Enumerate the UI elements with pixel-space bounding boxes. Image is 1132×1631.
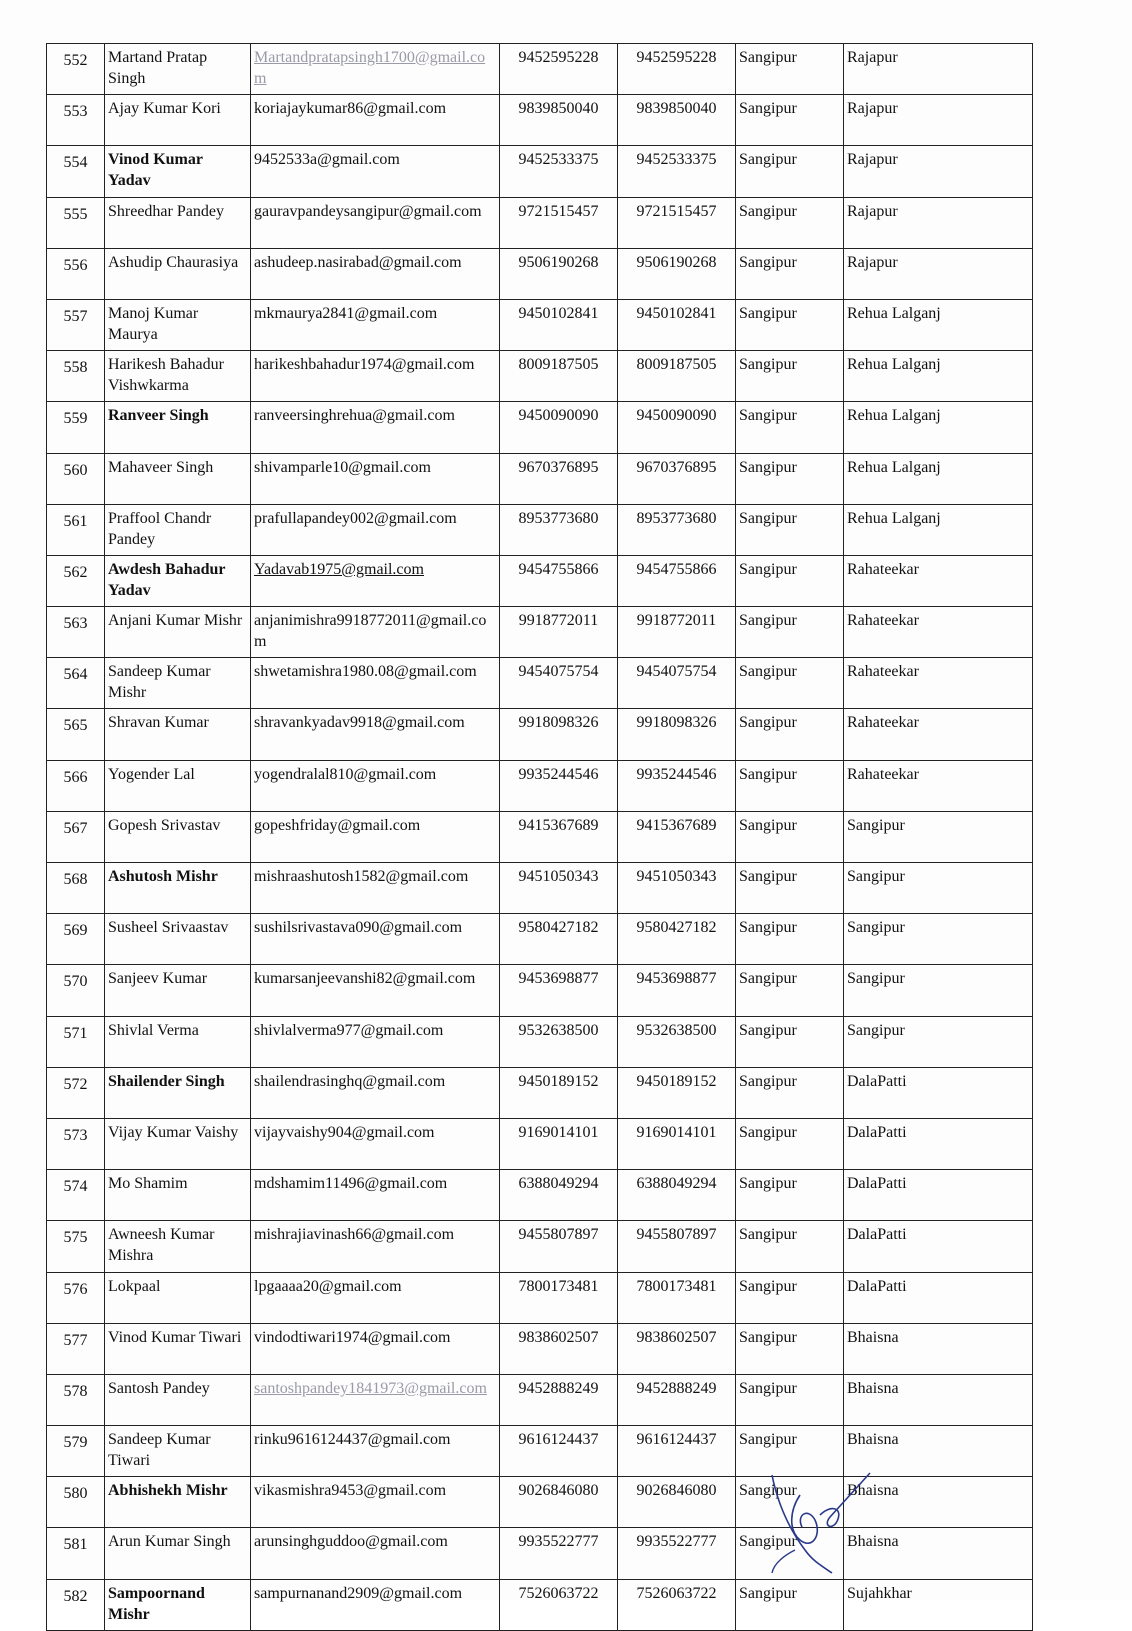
area-cell: Sangipur <box>844 1016 1033 1067</box>
whatsapp-number-cell: 9455807897 <box>618 1221 736 1272</box>
mobile-number-cell: 9935244546 <box>500 760 618 811</box>
block-cell: Sangipur <box>736 965 844 1016</box>
whatsapp-number-cell: 9451050343 <box>618 863 736 914</box>
member-name-cell: Sampoornand Mishr <box>105 1579 251 1630</box>
mobile-number-cell: 9506190268 <box>500 248 618 299</box>
area-cell: Rajapur <box>844 44 1033 95</box>
mobile-number-cell: 9670376895 <box>500 453 618 504</box>
serial-number-cell: 579 <box>47 1426 105 1477</box>
whatsapp-number-cell: 9452533375 <box>618 146 736 197</box>
serial-number-cell: 575 <box>47 1221 105 1272</box>
table-row <box>47 1118 1033 1169</box>
serial-number-cell: 577 <box>47 1323 105 1374</box>
table-row <box>47 1579 1033 1630</box>
email-cell: mkmaurya2841@gmail.com <box>251 299 500 350</box>
block-cell: Sangipur <box>736 197 844 248</box>
table-row <box>47 504 1033 555</box>
member-name-cell: Mahaveer Singh <box>105 453 251 504</box>
block-cell: Sangipur <box>736 658 844 709</box>
whatsapp-number-cell: 9935522777 <box>618 1528 736 1579</box>
member-name-cell: Ashutosh Mishr <box>105 863 251 914</box>
area-cell: Sangipur <box>844 811 1033 862</box>
mobile-number-cell: 9452595228 <box>500 44 618 95</box>
serial-number-cell: 572 <box>47 1067 105 1118</box>
block-cell: Sangipur <box>736 607 844 658</box>
area-cell: Rajapur <box>844 146 1033 197</box>
serial-number-cell: 570 <box>47 965 105 1016</box>
member-name-cell: Shreedhar Pandey <box>105 197 251 248</box>
mobile-number-cell: 9532638500 <box>500 1016 618 1067</box>
mobile-number-cell: 9451050343 <box>500 863 618 914</box>
serial-number-cell: 559 <box>47 402 105 453</box>
member-name-cell: Gopesh Srivastav <box>105 811 251 862</box>
serial-number-cell: 557 <box>47 299 105 350</box>
whatsapp-number-cell: 9838602507 <box>618 1323 736 1374</box>
serial-number-cell: 554 <box>47 146 105 197</box>
area-cell: Rahateekar <box>844 555 1033 606</box>
table-row <box>47 965 1033 1016</box>
block-cell: Sangipur <box>736 1170 844 1221</box>
serial-number-cell: 553 <box>47 95 105 146</box>
block-cell: Sangipur <box>736 504 844 555</box>
table-row <box>47 1221 1033 1272</box>
email-cell: gopeshfriday@gmail.com <box>251 811 500 862</box>
serial-number-cell: 568 <box>47 863 105 914</box>
mobile-number-cell: 9935522777 <box>500 1528 618 1579</box>
whatsapp-number-cell: 9415367689 <box>618 811 736 862</box>
table-row <box>47 351 1033 402</box>
block-cell: Sangipur <box>736 299 844 350</box>
whatsapp-number-cell: 9506190268 <box>618 248 736 299</box>
serial-number-cell: 556 <box>47 248 105 299</box>
mobile-number-cell: 9453698877 <box>500 965 618 1016</box>
table-row <box>47 197 1033 248</box>
serial-number-cell: 578 <box>47 1374 105 1425</box>
area-cell: DalaPatti <box>844 1067 1033 1118</box>
email-cell: rinku9616124437@gmail.com <box>251 1426 500 1477</box>
area-cell: DalaPatti <box>844 1170 1033 1221</box>
block-cell: Sangipur <box>736 1528 844 1579</box>
whatsapp-number-cell: 8953773680 <box>618 504 736 555</box>
area-cell: Sangipur <box>844 863 1033 914</box>
serial-number-cell: 582 <box>47 1579 105 1630</box>
member-name-cell: Santosh Pandey <box>105 1374 251 1425</box>
email-cell: ranveersinghrehua@gmail.com <box>251 402 500 453</box>
whatsapp-number-cell: 7526063722 <box>618 1579 736 1630</box>
member-name-cell: Ajay Kumar Kori <box>105 95 251 146</box>
mobile-number-cell: 9839850040 <box>500 95 618 146</box>
email-cell: prafullapandey002@gmail.com <box>251 504 500 555</box>
member-name-cell: Martand Pratap Singh <box>105 44 251 95</box>
block-cell: Sangipur <box>736 1426 844 1477</box>
area-cell: Rajapur <box>844 248 1033 299</box>
member-name-cell: Yogender Lal <box>105 760 251 811</box>
whatsapp-number-cell: 9918098326 <box>618 709 736 760</box>
area-cell: Sujahkhar <box>844 1579 1033 1630</box>
email-cell: shravankyadav9918@gmail.com <box>251 709 500 760</box>
whatsapp-number-cell: 9450090090 <box>618 402 736 453</box>
email-cell: mishraashutosh1582@gmail.com <box>251 863 500 914</box>
table-row <box>47 453 1033 504</box>
block-cell: Sangipur <box>736 1272 844 1323</box>
member-name-cell: Praffool Chandr Pandey <box>105 504 251 555</box>
member-name-cell: Arun Kumar Singh <box>105 1528 251 1579</box>
whatsapp-number-cell: 9721515457 <box>618 197 736 248</box>
area-cell: Rahateekar <box>844 709 1033 760</box>
table-row <box>47 402 1033 453</box>
email-cell: lpgaaaa20@gmail.com <box>251 1272 500 1323</box>
block-cell: Sangipur <box>736 1221 844 1272</box>
whatsapp-number-cell: 9453698877 <box>618 965 736 1016</box>
table-row <box>47 1528 1033 1579</box>
mobile-number-cell: 9450189152 <box>500 1067 618 1118</box>
mobile-number-cell: 6388049294 <box>500 1170 618 1221</box>
block-cell: Sangipur <box>736 1323 844 1374</box>
serial-number-cell: 581 <box>47 1528 105 1579</box>
block-cell: Sangipur <box>736 914 844 965</box>
block-cell: Sangipur <box>736 1477 844 1528</box>
serial-number-cell: 566 <box>47 760 105 811</box>
email-cell: vikasmishra9453@gmail.com <box>251 1477 500 1528</box>
email-cell: ashudeep.nasirabad@gmail.com <box>251 248 500 299</box>
email-cell: santoshpandey1841973@gmail.com <box>251 1374 500 1425</box>
member-name-cell: Susheel Srivaastav <box>105 914 251 965</box>
member-name-cell: Mo Shamim <box>105 1170 251 1221</box>
whatsapp-number-cell: 9452595228 <box>618 44 736 95</box>
table-row <box>47 1426 1033 1477</box>
whatsapp-number-cell: 9670376895 <box>618 453 736 504</box>
area-cell: Rajapur <box>844 95 1033 146</box>
block-cell: Sangipur <box>736 709 844 760</box>
mobile-number-cell: 9454075754 <box>500 658 618 709</box>
table-row <box>47 248 1033 299</box>
email-cell: Martandpratapsingh1700@gmail.com <box>251 44 500 95</box>
block-cell: Sangipur <box>736 44 844 95</box>
member-name-cell: Abhishekh Mishr <box>105 1477 251 1528</box>
mobile-number-cell: 8009187505 <box>500 351 618 402</box>
whatsapp-number-cell: 7800173481 <box>618 1272 736 1323</box>
mobile-number-cell: 9918772011 <box>500 607 618 658</box>
mobile-number-cell: 9450090090 <box>500 402 618 453</box>
whatsapp-number-cell: 9532638500 <box>618 1016 736 1067</box>
email-cell: anjanimishra9918772011@gmail.com <box>251 607 500 658</box>
member-name-cell: Shravan Kumar <box>105 709 251 760</box>
serial-number-cell: 573 <box>47 1118 105 1169</box>
member-name-cell: Awneesh Kumar Mishra <box>105 1221 251 1272</box>
member-name-cell: Ashudip Chaurasiya <box>105 248 251 299</box>
table-row <box>47 95 1033 146</box>
block-cell: Sangipur <box>736 95 844 146</box>
area-cell: Rehua Lalganj <box>844 351 1033 402</box>
serial-number-cell: 580 <box>47 1477 105 1528</box>
area-cell: Rehua Lalganj <box>844 402 1033 453</box>
serial-number-cell: 562 <box>47 555 105 606</box>
email-cell: shwetamishra1980.08@gmail.com <box>251 658 500 709</box>
serial-number-cell: 574 <box>47 1170 105 1221</box>
serial-number-cell: 552 <box>47 44 105 95</box>
mobile-number-cell: 9026846080 <box>500 1477 618 1528</box>
member-name-cell: Vinod Kumar Yadav <box>105 146 251 197</box>
email-cell: 9452533a@gmail.com <box>251 146 500 197</box>
whatsapp-number-cell: 9450102841 <box>618 299 736 350</box>
mobile-number-cell: 9454755866 <box>500 555 618 606</box>
email-cell: arunsinghguddoo@gmail.com <box>251 1528 500 1579</box>
serial-number-cell: 571 <box>47 1016 105 1067</box>
block-cell: Sangipur <box>736 453 844 504</box>
email-cell: koriajaykumar86@gmail.com <box>251 95 500 146</box>
email-cell: harikeshbahadur1974@gmail.com <box>251 351 500 402</box>
mobile-number-cell: 7800173481 <box>500 1272 618 1323</box>
member-name-cell: Shailender Singh <box>105 1067 251 1118</box>
area-cell: Sangipur <box>844 965 1033 1016</box>
block-cell: Sangipur <box>736 1016 844 1067</box>
mobile-number-cell: 9452888249 <box>500 1374 618 1425</box>
email-cell: mdshamim11496@gmail.com <box>251 1170 500 1221</box>
email-cell: mishrajiavinash66@gmail.com <box>251 1221 500 1272</box>
mobile-number-cell: 9721515457 <box>500 197 618 248</box>
block-cell: Sangipur <box>736 1374 844 1425</box>
whatsapp-number-cell: 9026846080 <box>618 1477 736 1528</box>
table-row <box>47 658 1033 709</box>
block-cell: Sangipur <box>736 1579 844 1630</box>
email-cell: vindodtiwari1974@gmail.com <box>251 1323 500 1374</box>
member-name-cell: Ranveer Singh <box>105 402 251 453</box>
table-row <box>47 914 1033 965</box>
email-cell: kumarsanjeevanshi82@gmail.com <box>251 965 500 1016</box>
table-row <box>47 1323 1033 1374</box>
member-name-cell: Manoj Kumar Maurya <box>105 299 251 350</box>
member-contact-table <box>46 43 1033 1631</box>
serial-number-cell: 561 <box>47 504 105 555</box>
area-cell: Bhaisna <box>844 1426 1033 1477</box>
member-name-cell: Anjani Kumar Mishr <box>105 607 251 658</box>
table-row <box>47 44 1033 95</box>
whatsapp-number-cell: 8009187505 <box>618 351 736 402</box>
email-cell: sampurnanand2909@gmail.com <box>251 1579 500 1630</box>
block-cell: Sangipur <box>736 1118 844 1169</box>
table-row <box>47 709 1033 760</box>
serial-number-cell: 555 <box>47 197 105 248</box>
mobile-number-cell: 8953773680 <box>500 504 618 555</box>
whatsapp-number-cell: 9452888249 <box>618 1374 736 1425</box>
serial-number-cell: 558 <box>47 351 105 402</box>
email-cell: sushilsrivastava090@gmail.com <box>251 914 500 965</box>
area-cell: Bhaisna <box>844 1323 1033 1374</box>
mobile-number-cell: 9616124437 <box>500 1426 618 1477</box>
mobile-number-cell: 9838602507 <box>500 1323 618 1374</box>
area-cell: DalaPatti <box>844 1118 1033 1169</box>
mobile-number-cell: 9452533375 <box>500 146 618 197</box>
area-cell: Rahateekar <box>844 607 1033 658</box>
serial-number-cell: 569 <box>47 914 105 965</box>
member-name-cell: Lokpaal <box>105 1272 251 1323</box>
table-row <box>47 146 1033 197</box>
area-cell: Bhaisna <box>844 1477 1033 1528</box>
serial-number-cell: 564 <box>47 658 105 709</box>
serial-number-cell: 565 <box>47 709 105 760</box>
table-row <box>47 555 1033 606</box>
block-cell: Sangipur <box>736 351 844 402</box>
block-cell: Sangipur <box>736 146 844 197</box>
table-row <box>47 811 1033 862</box>
area-cell: Rajapur <box>844 197 1033 248</box>
block-cell: Sangipur <box>736 555 844 606</box>
whatsapp-number-cell: 9616124437 <box>618 1426 736 1477</box>
area-cell: Sangipur <box>844 914 1033 965</box>
member-name-cell: Sandeep Kumar Tiwari <box>105 1426 251 1477</box>
member-name-cell: Harikesh Bahadur Vishwkarma <box>105 351 251 402</box>
serial-number-cell: 563 <box>47 607 105 658</box>
mobile-number-cell: 9580427182 <box>500 914 618 965</box>
table-row <box>47 863 1033 914</box>
area-cell: Rehua Lalganj <box>844 299 1033 350</box>
table-row <box>47 607 1033 658</box>
whatsapp-number-cell: 9918772011 <box>618 607 736 658</box>
serial-number-cell: 567 <box>47 811 105 862</box>
table-body <box>47 44 1033 1631</box>
email-cell: shivlalverma977@gmail.com <box>251 1016 500 1067</box>
whatsapp-number-cell: 9169014101 <box>618 1118 736 1169</box>
whatsapp-number-cell: 9580427182 <box>618 914 736 965</box>
member-name-cell: Sandeep Kumar Mishr <box>105 658 251 709</box>
block-cell: Sangipur <box>736 248 844 299</box>
member-name-cell: Sanjeev Kumar <box>105 965 251 1016</box>
serial-number-cell: 576 <box>47 1272 105 1323</box>
table-row <box>47 1374 1033 1425</box>
table-row <box>47 1170 1033 1221</box>
block-cell: Sangipur <box>736 760 844 811</box>
email-cell: shailendrasinghq@gmail.com <box>251 1067 500 1118</box>
area-cell: Rahateekar <box>844 760 1033 811</box>
whatsapp-number-cell: 9935244546 <box>618 760 736 811</box>
mobile-number-cell: 9450102841 <box>500 299 618 350</box>
email-cell: gauravpandeysangipur@gmail.com <box>251 197 500 248</box>
area-cell: DalaPatti <box>844 1221 1033 1272</box>
handwritten-signature <box>760 1455 880 1585</box>
mobile-number-cell: 9415367689 <box>500 811 618 862</box>
area-cell: Rahateekar <box>844 658 1033 709</box>
whatsapp-number-cell: 9454075754 <box>618 658 736 709</box>
email-cell: yogendralal810@gmail.com <box>251 760 500 811</box>
table-row <box>47 1272 1033 1323</box>
member-name-cell: Vinod Kumar Tiwari <box>105 1323 251 1374</box>
table-row <box>47 1477 1033 1528</box>
area-cell: Rehua Lalganj <box>844 453 1033 504</box>
area-cell: Rehua Lalganj <box>844 504 1033 555</box>
serial-number-cell: 560 <box>47 453 105 504</box>
whatsapp-number-cell: 9450189152 <box>618 1067 736 1118</box>
whatsapp-number-cell: 9454755866 <box>618 555 736 606</box>
area-cell: Bhaisna <box>844 1374 1033 1425</box>
area-cell: DalaPatti <box>844 1272 1033 1323</box>
member-name-cell: Shivlal Verma <box>105 1016 251 1067</box>
table-row <box>47 1067 1033 1118</box>
table-row <box>47 299 1033 350</box>
whatsapp-number-cell: 6388049294 <box>618 1170 736 1221</box>
block-cell: Sangipur <box>736 402 844 453</box>
area-cell: Bhaisna <box>844 1528 1033 1579</box>
member-name-cell: Awdesh Bahadur Yadav <box>105 555 251 606</box>
email-cell: vijayvaishy904@gmail.com <box>251 1118 500 1169</box>
email-cell: shivamparle10@gmail.com <box>251 453 500 504</box>
email-cell: Yadavab1975@gmail.com <box>251 555 500 606</box>
mobile-number-cell: 9169014101 <box>500 1118 618 1169</box>
whatsapp-number-cell: 9839850040 <box>618 95 736 146</box>
mobile-number-cell: 9918098326 <box>500 709 618 760</box>
block-cell: Sangipur <box>736 1067 844 1118</box>
mobile-number-cell: 9455807897 <box>500 1221 618 1272</box>
table-row <box>47 1016 1033 1067</box>
block-cell: Sangipur <box>736 811 844 862</box>
mobile-number-cell: 7526063722 <box>500 1579 618 1630</box>
table-row <box>47 760 1033 811</box>
block-cell: Sangipur <box>736 863 844 914</box>
member-name-cell: Vijay Kumar Vaishy <box>105 1118 251 1169</box>
